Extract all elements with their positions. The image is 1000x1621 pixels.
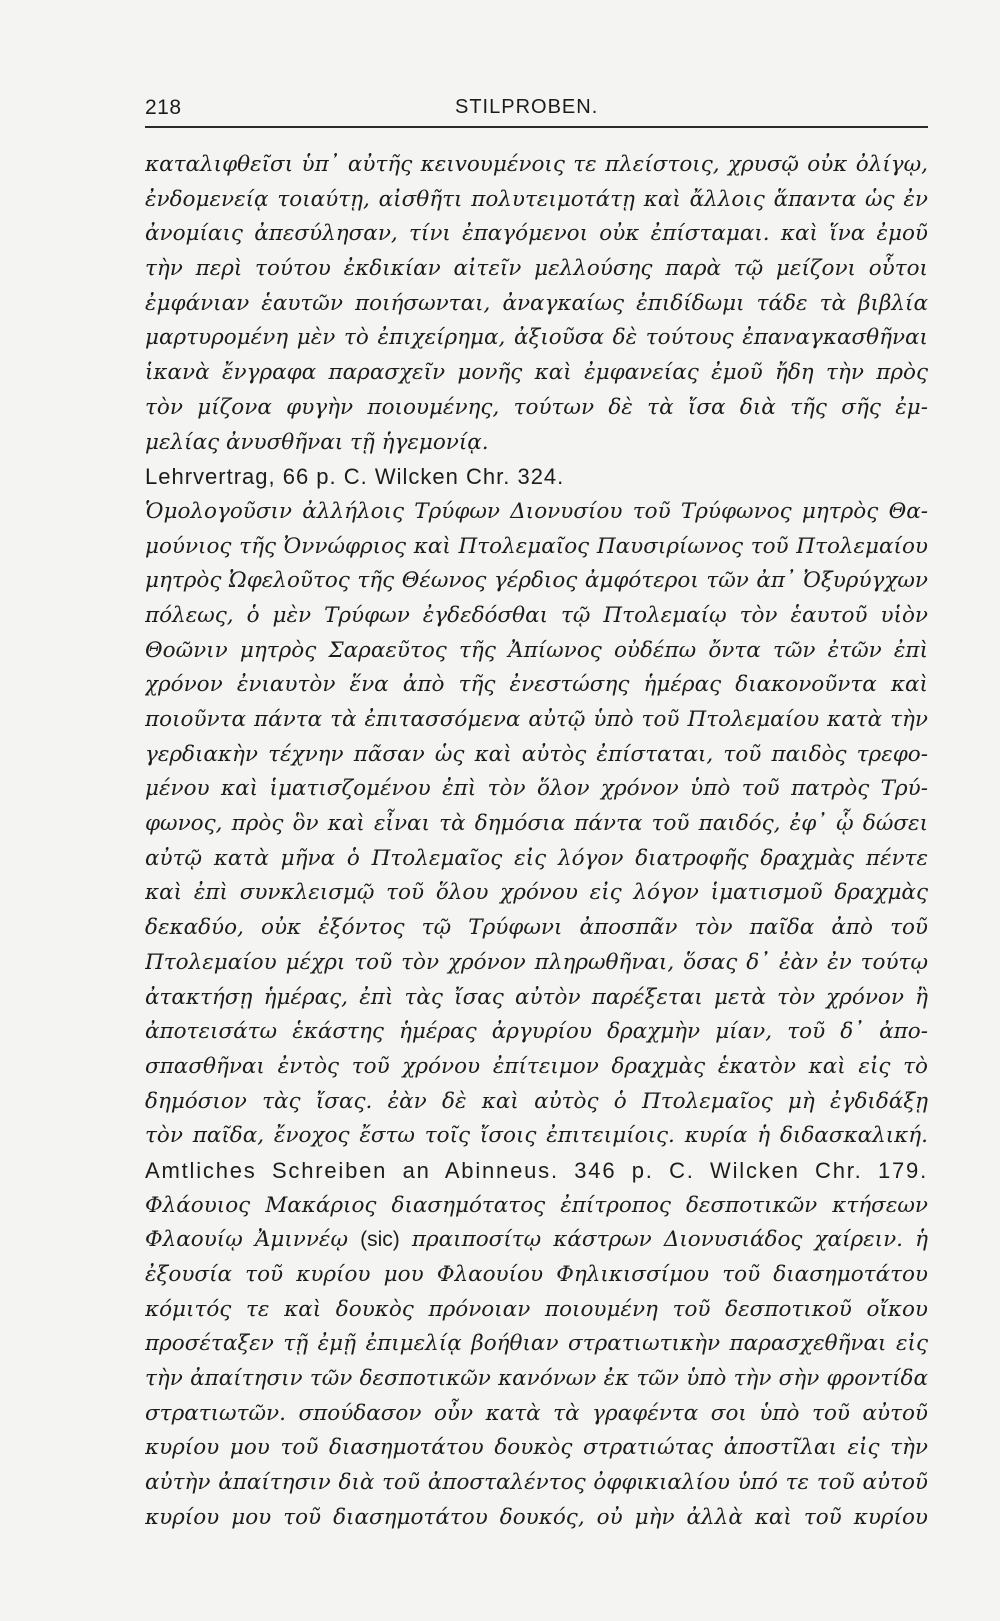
- text-line: τὸν παῖδα, ἔνοχος ἔστω τοῖς ἴσοις ἐπιτειμίοις. κυρία ἡ διδασκαλική.: [145, 1123, 928, 1149]
- text-line: αὐτῷ κατὰ μῆνα ὁ Πτολεμαῖος εἰς λόγον διατροφῆς δραχμὰς πέντε: [145, 845, 928, 871]
- section-petition-text: [145, 148, 928, 460]
- text-line: τὴν ἀπαίτησιν τῶν δεσποτικῶν κανόνων ἐκ τῶν ὑπὸ τὴν σὴν φροντίδα: [145, 1366, 928, 1392]
- text-line: τὴν περὶ τούτου ἐκδικίαν αἰτεῖν μελλούσης παρὰ τῷ μείζονι οὗτοι: [145, 256, 928, 282]
- text-line: ἐνδομενείᾳ τοιαύτῃ, αἰσθῆτι πολυτειμοτάτῃ καὶ ἄλλοις ἅπαντα ὡς ἐν: [145, 186, 928, 212]
- text-line: μούνιος τῆς Ὀννώφριος καὶ Πτολεμαῖος Παυσιρίωνος τοῦ Πτολεμαίου: [145, 533, 928, 559]
- text-line: τὸν μίζονα φυγὴν ποιουμένης, τούτων δὲ τὰ ἴσα διὰ τῆς σῆς ἐμ-: [145, 394, 928, 420]
- text-line: φωνος, πρὸς ὃν καὶ εἶναι τὰ δημόσια πάντα τοῦ παιδός, ἐφ᾽ ᾧ δώσει: [145, 811, 928, 837]
- text-line: ἱκανὰ ἔνγραφα παρασχεῖν μονῆς καὶ ἐμφανείας ἐμοῦ ἤδη τὴν πρὸς: [145, 360, 928, 386]
- section-heading: Lehrvertrag, 66 p. C. Wilcken Chr. 324.: [145, 464, 565, 490]
- text-line: δεκαδύο, οὐκ ἐξόντος τῷ Τρύφωνι ἀποσπᾶν τὸν παῖδα ἀπὸ τοῦ: [145, 915, 928, 941]
- text-line: Θοῶνιν μητρὸς Σαραεῦτος τῆς Ἀπίωνος οὐδέπω ὄντα τῶν ἐτῶν ἐπὶ: [145, 637, 928, 663]
- running-title: STILPROBEN.: [455, 96, 599, 118]
- text-line: προσέταξεν τῇ ἐμῇ ἐπιμελίᾳ βοήθιαν στρατιωτικὴν παρασχεθῆναι εἰς: [145, 1331, 928, 1357]
- text-line: πόλεως, ὁ μὲν Τρύφων ἐγδεδόσθαι τῷ Πτολεμαίῳ τὸν ἑαυτοῦ υἱὸν: [145, 602, 928, 628]
- text-line: κόμιτός τε καὶ δουκὸς πρόνοιαν ποιουμένη τοῦ δεσποτικοῦ οἴκου: [145, 1296, 928, 1322]
- text-line: ἀτακτήσῃ ἡμέρας, ἐπὶ τὰς ἴσας αὐτὸν παρέξεται μετὰ τὸν χρόνον ἢ: [145, 984, 928, 1010]
- page-number: 218: [145, 96, 182, 119]
- text-line: Πτολεμαίου μέχρι τοῦ τὸν χρόνον πληρωθῆναι, ὅσας δ᾽ ἐὰν ἐν τούτῳ: [145, 949, 928, 975]
- text-line: ἐξουσία τοῦ κυρίου μου Φλαουίου Φηλικισσίμου τοῦ διασημοτάτου: [145, 1262, 928, 1287]
- text-line: χρόνον ἐνιαυτὸν ἕνα ἀπὸ τῆς ἐνεστώσης ἡμέρας διακονοῦντα καὶ: [145, 672, 928, 698]
- text-span: πραιποσίτῳ κάστρων Διονυσιάδος χαίρειν. ἡ: [411, 1227, 928, 1253]
- text-line: Φλάουιος Μακάριος διασημότατος ἐπίτροπος δεσποτικῶν κτήσεων: [145, 1192, 928, 1218]
- text-line: κυρίου μου τοῦ διασημοτάτου δουκὸς στρατιώτας ἀποστῖλαι εἰς τὴν: [145, 1435, 928, 1461]
- section-heading: Amtliches Schreiben an Abinneus. 346 p. C. Wilcken Chr. 179.: [145, 1157, 928, 1183]
- text-line: γερδιακὴν τέχνην πᾶσαν ὡς καὶ αὐτὸς ἐπίσταται, τοῦ παιδὸς τρεφο-: [145, 741, 928, 767]
- text-line: μητρὸς Ὠφελοῦτος τῆς Θέωνος γέρδιος ἀμφότεροι τῶν ἀπ᾽ Ὀξυρύγχων: [145, 568, 928, 594]
- text-span: Φλαουίῳ Ἀμιννέῳ: [145, 1227, 348, 1253]
- sic-annotation: (sic): [360, 1228, 400, 1252]
- text-line: μαρτυρομένη μὲν τὸ ἐπιχείρημα, ἀξιοῦσα δὲ τούτους ἐπαναγκασθῆναι: [145, 325, 928, 351]
- text-line: μελίας ἀνυσθῆναι τῇ ἡγεμονίᾳ.: [145, 429, 489, 455]
- text-line: καὶ ἐπὶ συνκλεισμῷ τοῦ ὅλου χρόνου εἰς λόγον ἱματισμοῦ δραχμὰς: [145, 880, 928, 906]
- page-header: [145, 90, 928, 128]
- text-line: μένου καὶ ἱματισζομένου ἐπὶ τὸν ὅλον χρόνον ὑπὸ τοῦ πατρὸς Τρύ-: [145, 776, 928, 802]
- text-line: κυρίου μου τοῦ διασημοτάτου δουκός, οὐ μὴν ἀλλὰ καὶ τοῦ κυρίου: [145, 1504, 928, 1530]
- text-line: ἀποτεισάτω ἑκάστης ἡμέρας ἀργυρίου δραχμὴν μίαν, τοῦ δ᾽ ἀπο-: [145, 1019, 928, 1045]
- section-amtliches-schreiben: [145, 1154, 928, 1536]
- text-line: Ὁμολογοῦσιν ἀλλήλοις Τρύφων Διονυσίου τοῦ Τρύφωνος μητρὸς Θα-: [145, 498, 928, 524]
- text-line: ἐμφάνιαν ἑαυτῶν ποιήσωνται, ἀναγκαίως ἐπιδίδωμι τάδε τὰ βιβλία: [145, 290, 928, 316]
- section-lehrvertrag: [145, 460, 928, 1154]
- text-line: ἀνομίαις ἀπεσύλησαν, τίνι ἐπαγόμενοι οὐκ ἐπίσταμαι. καὶ ἵνα ἐμοῦ: [145, 221, 928, 247]
- text-line: ποιοῦντα πάντα τὰ ἐπιτασσόμενα αὐτῷ ὑπὸ τοῦ Πτολεμαίου κατὰ τὴν: [145, 707, 928, 732]
- text-line: καταλιφθεῖσι ὑπ᾽ αὐτῆς κειvουμένοις τε πλείστοις, χρυσῷ οὐκ ὀλίγῳ,: [145, 152, 928, 177]
- text-line: δημόσιον τὰς ἴσας. ἐὰν δὲ καὶ αὐτὸς ὁ Πτολεμαῖος μὴ ἐγδιδάξῃ: [145, 1088, 928, 1114]
- text-line: στρατιωτῶν. σπούδασον οὖν κατὰ τὰ γραφέντα σοι ὑπὸ τοῦ αὐτοῦ: [145, 1400, 928, 1426]
- text-line: σπασθῆναι ἐντὸς τοῦ χρόνου ἐπίτειμον δραχμὰς ἑκατὸν καὶ εἰς τὸ: [145, 1053, 928, 1079]
- text-line-with-sic: [145, 1223, 928, 1258]
- text-line: αὐτὴν ἀπαίτησιν διὰ τοῦ ἀποσταλέντος ὀφφικιαλίου ὑπό τε τοῦ αὐτοῦ: [145, 1470, 928, 1496]
- page-body: [145, 148, 928, 1536]
